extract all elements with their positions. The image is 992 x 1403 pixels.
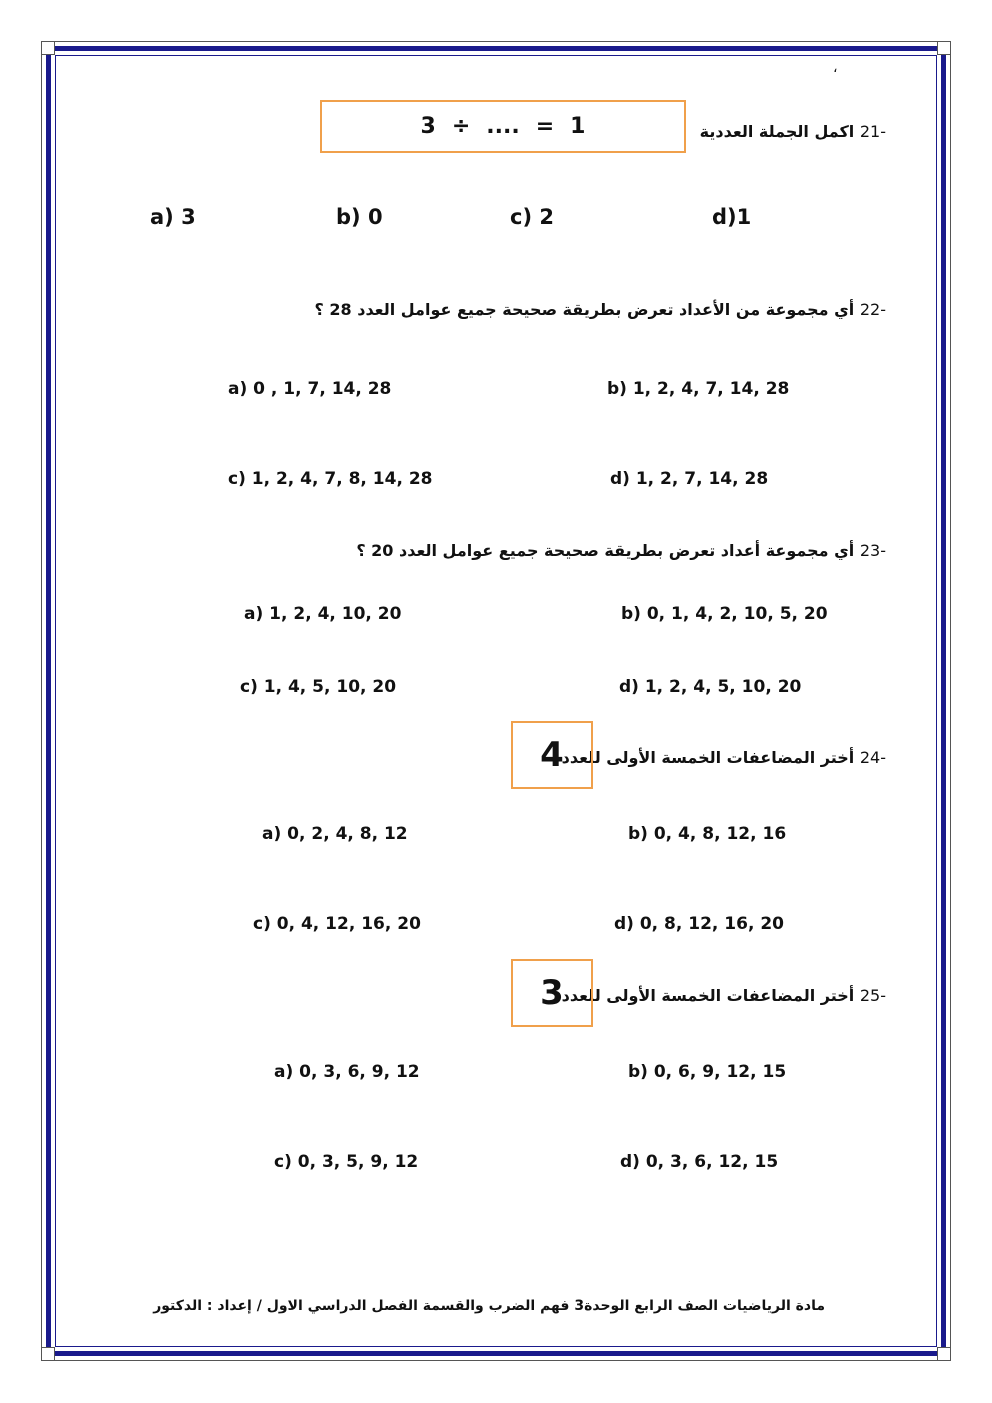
option-c[interactable]: c) 0, 3, 5, 9, 12 xyxy=(274,1152,419,1172)
border-corner xyxy=(937,41,951,55)
question-text: أختر المضاعفات الخمسة الأولى للعدد xyxy=(561,748,855,767)
option-c[interactable]: c) 1, 4, 5, 10, 20 xyxy=(240,677,397,697)
question-text: أي مجموعة من الأعداد تعرض بطريقة صحيحة جميع عوامل العدد 28 ؟ xyxy=(314,300,855,319)
option-b[interactable]: b) 1, 2, 4, 7, 14, 28 xyxy=(607,379,790,399)
question-number: -25 xyxy=(859,986,886,1005)
question-22 xyxy=(315,300,886,319)
option-c[interactable]: c) 2 xyxy=(510,205,554,229)
option-a[interactable]: a) 0, 2, 4, 8, 12 xyxy=(262,824,408,844)
equation-part: ÷ xyxy=(451,114,471,139)
option-b[interactable]: b) 0, 4, 8, 12, 16 xyxy=(628,824,787,844)
border-corner xyxy=(41,1347,55,1361)
question-number: -22 xyxy=(859,300,886,319)
option-d[interactable]: d) 1, 2, 4, 5, 10, 20 xyxy=(619,677,802,697)
question-number: -24 xyxy=(859,748,886,767)
option-a[interactable]: a) 0 , 1, 7, 14, 28 xyxy=(228,379,392,399)
question-number: -21 xyxy=(859,122,886,141)
option-d[interactable]: d) 0, 8, 12, 16, 20 xyxy=(614,914,784,934)
question-text: أختر المضاعفات الخمسة الأولى للعدد xyxy=(561,986,855,1005)
equation-part: .... xyxy=(486,114,520,139)
footer-text: مادة الرياضيات الصف الرابع الوحدة3 فهم الضرب والقسمة الفصل الدراسي الاول / إعداد : الدكتور xyxy=(153,1298,825,1314)
page-border-inner xyxy=(55,55,937,1347)
question-number: -23 xyxy=(859,541,886,560)
option-d[interactable]: d) 1, 2, 7, 14, 28 xyxy=(610,469,769,489)
option-b[interactable]: b) 0 xyxy=(336,205,383,229)
equation-box xyxy=(320,100,686,153)
option-a[interactable]: a) 3 xyxy=(150,205,196,229)
option-a[interactable]: a) 0, 3, 6, 9, 12 xyxy=(274,1062,420,1082)
equation-part: = xyxy=(535,114,555,139)
option-c[interactable]: c) 1, 2, 4, 7, 8, 14, 28 xyxy=(228,469,433,489)
number-box: 3 xyxy=(511,959,593,1027)
question-24 xyxy=(562,748,886,767)
option-d[interactable]: d)1 xyxy=(712,205,752,229)
equation-part: 3 xyxy=(420,114,436,139)
header-mark: ، xyxy=(833,60,838,76)
option-b[interactable]: b) 0, 1, 4, 2, 10, 5, 20 xyxy=(621,604,828,624)
border-corner xyxy=(41,41,55,55)
question-text: اكمل الجملة العددية xyxy=(699,122,855,141)
option-c[interactable]: c) 0, 4, 12, 16, 20 xyxy=(253,914,421,934)
question-text: أي مجموعة أعداد تعرض بطريقة صحيحة جميع عوامل العدد 20 ؟ xyxy=(356,541,855,560)
option-a[interactable]: a) 1, 2, 4, 10, 20 xyxy=(244,604,402,624)
question-23 xyxy=(356,541,886,560)
equation-part: 1 xyxy=(570,114,586,139)
question-25 xyxy=(562,986,886,1005)
border-corner xyxy=(937,1347,951,1361)
question-21 xyxy=(700,122,886,141)
option-b[interactable]: b) 0, 6, 9, 12, 15 xyxy=(628,1062,787,1082)
option-d[interactable]: d) 0, 3, 6, 12, 15 xyxy=(620,1152,779,1172)
number-box: 4 xyxy=(511,721,593,789)
